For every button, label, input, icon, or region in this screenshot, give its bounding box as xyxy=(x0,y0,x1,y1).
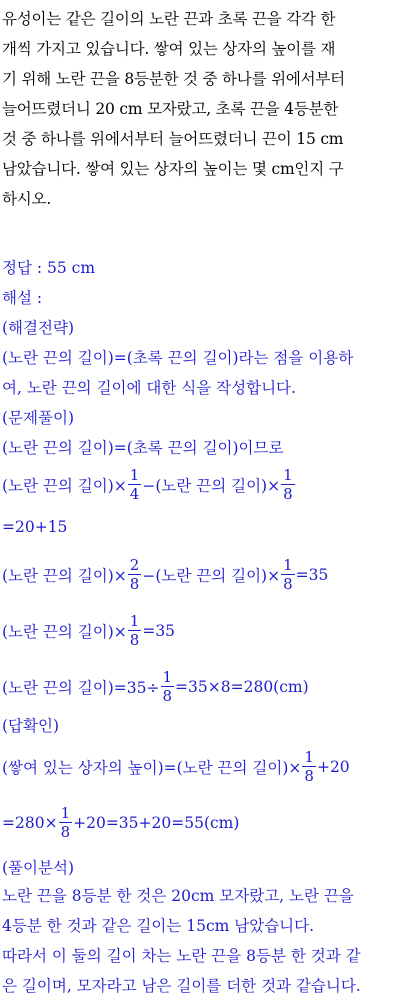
solve-label: (문제풀이) xyxy=(2,409,74,427)
eq-text: =35×8=280(cm) xyxy=(175,677,309,696)
analysis-line: 4등분 한 것과 같은 길이는 15cm 남았습니다. xyxy=(2,917,315,935)
problem-text xyxy=(2,4,398,214)
eq-text: (노란 끈의 길이)× xyxy=(2,476,127,495)
denominator: 8 xyxy=(283,485,293,503)
eq-text: =35 xyxy=(142,621,176,640)
equation-7 xyxy=(2,804,239,841)
fraction xyxy=(161,668,175,705)
numerator: 1 xyxy=(304,748,314,766)
problem-line: 개씩 가지고 있습니다. 쌓여 있는 상자의 높이를 재 xyxy=(2,40,336,58)
numerator: 1 xyxy=(129,466,140,484)
eq-text: +20=35+20=55(cm) xyxy=(73,813,240,832)
problem-line: 늘어뜨렸더니 20 cm 모자랐고, 초록 끈을 4등분한 xyxy=(2,100,339,118)
eq-text: (노란 끈의 길이)=35÷ xyxy=(2,678,160,697)
denominator: 8 xyxy=(129,575,140,593)
denominator: 8 xyxy=(162,687,173,705)
analysis-line: 따라서 이 둘의 길이 차는 노란 끈을 8등분 한 것과 같 xyxy=(2,947,361,965)
numerator: 1 xyxy=(283,466,293,484)
fraction xyxy=(128,556,142,593)
eq-text: (노란 끈의 길이)× xyxy=(2,566,127,585)
eq-text: +20 xyxy=(316,757,350,776)
eq-text: =280× xyxy=(2,813,58,832)
fraction xyxy=(128,466,142,503)
eq-text: −(노란 끈의 길이)× xyxy=(142,566,281,585)
numerator: 1 xyxy=(129,612,140,630)
fraction xyxy=(128,612,142,649)
numerator: 1 xyxy=(162,668,173,686)
equation-5 xyxy=(2,668,309,705)
eq-text: =35 xyxy=(295,565,329,584)
equation-3 xyxy=(2,556,328,593)
denominator: 8 xyxy=(304,767,314,785)
fraction xyxy=(302,748,316,785)
problem-line: 유성이는 같은 길이의 노란 끈과 초록 끈을 각각 한 xyxy=(2,10,336,28)
equation-1 xyxy=(2,466,296,503)
fraction xyxy=(281,466,295,503)
equation-6 xyxy=(2,748,350,785)
equation-4 xyxy=(2,612,175,649)
denominator: 8 xyxy=(60,823,71,841)
confirm-label: (답확인) xyxy=(2,717,60,735)
solve-line: (노란 끈의 길이)=(초록 끈의 길이)이므로 xyxy=(2,439,284,457)
strategy-line: (노란 끈의 길이)=(초록 끈의 길이)라는 점을 이용하 xyxy=(2,349,354,367)
fraction xyxy=(281,556,295,593)
strategy-label: (해결전략) xyxy=(2,319,74,337)
problem-line: 하시오. xyxy=(2,190,52,208)
answer-line: 정답 : 55 cm xyxy=(2,259,96,277)
problem-line: 것 중 하나를 위에서부터 늘어뜨렸더니 끈이 15 cm xyxy=(2,130,344,148)
equation-2: =20+15 xyxy=(2,518,68,536)
numerator: 1 xyxy=(283,556,293,574)
denominator: 8 xyxy=(283,575,293,593)
analysis-line: 은 길이며, 모자라고 남은 길이를 더한 것과 같습니다. xyxy=(2,977,361,995)
eq-text: (노란 끈의 길이)× xyxy=(2,622,127,641)
eq-text: −(노란 끈의 길이)× xyxy=(142,476,281,495)
eq-text: (쌓여 있는 상자의 높이)=(노란 끈의 길이)× xyxy=(2,758,302,777)
numerator: 1 xyxy=(60,804,71,822)
explain-label: 해설 : xyxy=(2,289,43,307)
problem-line: 기 위해 노란 끈을 8등분한 것 중 하나를 위에서부터 xyxy=(2,70,345,88)
strategy-line: 여, 노란 끈의 길이에 대한 식을 작성합니다. xyxy=(2,379,296,397)
denominator: 4 xyxy=(129,485,140,503)
numerator: 2 xyxy=(129,556,140,574)
denominator: 8 xyxy=(129,631,140,649)
fraction xyxy=(59,804,73,841)
problem-line: 남았습니다. 쌓여 있는 상자의 높이는 몇 cm인지 구 xyxy=(2,160,344,178)
analysis-line: 노란 끈을 8등분 한 것은 20cm 모자랐고, 노란 끈을 xyxy=(2,887,354,905)
analysis-label: (풀이분석) xyxy=(2,859,74,877)
